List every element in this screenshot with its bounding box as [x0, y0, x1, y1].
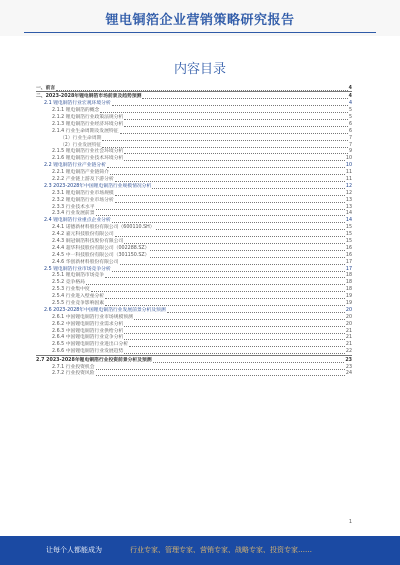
toc-entry[interactable]: [36, 182, 352, 189]
toc-entry-page: 18: [345, 287, 352, 293]
page-footer: [0, 536, 400, 565]
toc-entry[interactable]: [36, 168, 352, 175]
toc-entry[interactable]: [36, 306, 352, 313]
toc-entry-title: 2.7 2023-2028年锂电铜箔行业投资前景分析及预测: [36, 357, 152, 363]
toc-entry-page: 5: [348, 108, 352, 114]
toc-entry-title: 2.4.1 诺德新材料股份有限公司（600110.SH）: [52, 225, 155, 231]
toc-entry-title: 2.1.5 锂电铜箔行业社会环境分析: [52, 149, 124, 155]
toc-entry-title: 2.4.4 超华科技股份有限公司（002288.SZ）: [52, 245, 150, 251]
toc-entry-title: 2.1 锂电铜箔行业宏观环境分析: [44, 101, 111, 107]
toc-entry-page: 20: [345, 307, 352, 313]
toc-entry-page: 14: [345, 218, 352, 224]
toc-entry[interactable]: [36, 161, 352, 168]
toc-entry-page: 13: [345, 204, 352, 210]
toc-entry-page: 12: [345, 183, 352, 189]
toc-entry-title: 2.3.1 锂电铜箔行业市场规模: [52, 190, 114, 196]
toc-entry[interactable]: [36, 265, 352, 272]
toc-entry-title: 二、2023-2028年锂电铜箔市场前景及趋势预测: [36, 94, 142, 100]
toc-entry[interactable]: [36, 355, 352, 363]
toc-entry-title: 2.3.2 锂电铜箔行业市场分析: [52, 197, 114, 203]
toc-entry-page: 13: [345, 197, 352, 203]
toc-entry[interactable]: [36, 91, 352, 99]
page-header: [0, 0, 400, 36]
toc-entry-page: 14: [345, 211, 352, 217]
toc-entry[interactable]: [36, 127, 352, 134]
toc-entry-title: 2.5.3 行业集中度: [52, 287, 90, 293]
toc-entry-page: 17: [345, 266, 352, 272]
toc-entry-page: 11: [345, 176, 352, 182]
toc-leader-dots: [56, 86, 347, 91]
toc-entry-title: 2.3.3 行业技术水平: [52, 204, 95, 210]
toc-entry-title: 2.4.2 嘉元科技股份有限公司: [52, 232, 114, 238]
toc-entry[interactable]: [36, 258, 352, 265]
toc-entry-page: 7: [348, 135, 352, 141]
toc-entry[interactable]: [36, 106, 352, 113]
toc-entry[interactable]: [36, 141, 352, 148]
toc-entry-page: 12: [345, 190, 352, 196]
toc-leader-dots: [124, 350, 345, 355]
toc-entry-page: 18: [345, 273, 352, 279]
toc-entry-page: 11: [345, 170, 352, 176]
toc-entry-page: 6: [348, 128, 352, 134]
toc-entry[interactable]: [36, 363, 352, 370]
toc-entry-page: 24: [345, 371, 352, 377]
toc-entry-title: 2.5.4 行业进入壁垒分析: [52, 294, 105, 300]
toc-entry-page: 23: [345, 364, 352, 370]
toc-leader-dots: [96, 372, 345, 377]
toc-entry-title: 2.7.2 行业投资风险: [52, 371, 95, 377]
toc-entry-page: 19: [345, 301, 352, 306]
toc-entry-title: 2.1.1 锂电铜箔的概念: [52, 108, 100, 114]
toc-entry-title: 2.4.3 铜冠铜箔科技股份有限公司: [52, 238, 124, 244]
toc-entry-page: 10: [345, 163, 352, 169]
toc-entry-title: 2.4.5 中一科技股份有限公司（301150.SZ）: [52, 252, 150, 258]
toc-entry-title: 2.6.4 中国锂电铜箔行业竞争分析: [52, 335, 124, 341]
toc-entry[interactable]: [36, 244, 352, 251]
toc-entry[interactable]: [36, 175, 352, 182]
toc-entry-title: 2.5.2 竞争格局: [52, 280, 85, 286]
toc-entry-page: 23: [345, 357, 352, 363]
toc-entry-title: 2.6 2023-2028年中国锂电铜箔行业发展前景分析及预测: [44, 307, 166, 313]
toc-entry[interactable]: [36, 134, 352, 141]
toc-entry-page: 22: [345, 349, 352, 355]
toc-entry[interactable]: [36, 196, 352, 203]
toc-entry[interactable]: [36, 320, 352, 327]
toc-entry[interactable]: [36, 313, 352, 320]
toc-heading: 内容目录: [173, 62, 226, 77]
toc-entry-title: 2.4 锂电铜箔行业重点企业分析: [44, 218, 111, 224]
toc-entry[interactable]: [36, 84, 352, 91]
toc-entry-page: 9: [348, 149, 352, 155]
toc-entry-title: （1）行业生命周期: [60, 135, 102, 141]
toc-entry[interactable]: [36, 223, 352, 230]
toc-entry-title: 2.5 锂电铜箔行业市场竞争分析: [44, 266, 111, 272]
toc-entry[interactable]: [36, 292, 352, 299]
toc-entry-title: 2.1.3 锂电铜箔行业经济环境分析: [52, 121, 124, 127]
toc-entry[interactable]: [36, 278, 352, 285]
toc-entry[interactable]: [36, 203, 352, 210]
toc-entry-page: 15: [345, 225, 352, 231]
toc-entry-page: 4: [348, 85, 352, 91]
toc-entry[interactable]: [36, 210, 352, 217]
toc-entry-title: 2.6.1 中国锂电铜箔行业市场规模预测: [52, 314, 133, 320]
page-number: 1: [348, 519, 352, 525]
toc-entry[interactable]: [36, 299, 352, 306]
toc-entry-page: 21: [345, 335, 352, 341]
toc-entry-page: 18: [345, 280, 352, 286]
toc-entry[interactable]: [36, 251, 352, 258]
toc-entry-page: 16: [345, 245, 352, 251]
toc-entry[interactable]: [36, 189, 352, 196]
toc-entry-title: 2.6.6 中国锂电铜箔行业发展趋势: [52, 349, 124, 355]
toc-entry-title: 2.3.4 行业发展前景: [52, 211, 95, 217]
toc-entry-title: 2.2.2 产业链上游及下游分析: [52, 176, 114, 182]
toc-entry-title: 2.5.1 锂电铜箔市场竞争: [52, 273, 105, 279]
header-divider: [24, 32, 376, 33]
toc-entry[interactable]: [36, 113, 352, 120]
toc-entry-page: 21: [345, 342, 352, 348]
toc-entry-page: 10: [345, 156, 352, 162]
toc-entry[interactable]: [36, 148, 352, 155]
toc-entry-title: 一、前言: [36, 85, 56, 91]
toc-entry-title: 2.1.4 行业生命周期及发展特征: [52, 128, 119, 134]
toc-entry-page: 20: [345, 321, 352, 327]
toc-entry-page: 6: [348, 121, 352, 127]
toc-entry-page: 5: [348, 114, 352, 120]
toc-entry-page: 4: [348, 94, 352, 100]
toc-entry-title: 2.3 2023-2028年中国锂电铜箔行业规模情况分析: [44, 183, 152, 189]
toc-entry[interactable]: [36, 327, 352, 334]
toc-entry-page: 20: [345, 314, 352, 320]
toc-entry[interactable]: [36, 272, 352, 279]
toc-entry-title: 2.6.5 中国锂电铜箔行业进出口分析: [52, 342, 129, 348]
report-title: 锂电铜箔企业营销策略研究报告: [105, 13, 295, 28]
toc-entry[interactable]: [36, 120, 352, 127]
toc-entry-title: 2.2.1 锂电铜箔产业链简介: [52, 170, 109, 176]
toc-entry[interactable]: [36, 99, 352, 106]
toc-entry[interactable]: [36, 237, 352, 244]
toc-entry[interactable]: [36, 370, 352, 377]
toc-entry-page: 17: [345, 259, 352, 265]
footer-tagline: 行业专家、管理专家、营销专家、战略专家、投资专家……: [130, 546, 312, 554]
toc-entry-title: 2.2 锂电铜箔行业产业链分析: [44, 163, 106, 169]
toc-entry-title: 2.6.2 中国锂电铜箔行业需求分析: [52, 321, 124, 327]
toc-entry[interactable]: [36, 285, 352, 292]
toc-entry-page: 21: [345, 328, 352, 334]
toc-entry-title: 2.5.5 行业竞争影响因素: [52, 301, 105, 306]
toc-entry-page: 15: [345, 232, 352, 238]
table-of-contents: [36, 84, 352, 376]
toc-entry[interactable]: [36, 334, 352, 341]
toc-entry-title: 2.1.2 锂电铜箔行业政策法规分析: [52, 114, 124, 120]
toc-entry-title: 2.4.6 华创新材料股份有限公司: [52, 259, 119, 265]
footer-slogan: 让每个人都能成为: [46, 546, 102, 554]
toc-entry-title: 2.7.1 行业投资机会: [52, 364, 95, 370]
toc-entry-title: 2.1.6 锂电铜箔行业技术环境分析: [52, 156, 124, 162]
toc-entry[interactable]: [36, 230, 352, 237]
toc-entry-page: 19: [345, 294, 352, 300]
toc-entry[interactable]: [36, 216, 352, 223]
toc-entry-page: 16: [345, 252, 352, 258]
toc-entry-page: 15: [345, 238, 352, 244]
toc-entry[interactable]: [36, 154, 352, 161]
toc-entry-page: 4: [348, 101, 352, 107]
toc-entry[interactable]: [36, 347, 352, 354]
toc-entry-title: （2）行业发展特征: [60, 142, 102, 148]
toc-entry-page: 7: [348, 142, 352, 148]
toc-entry-title: 2.6.3 中国锂电铜箔行业供给分析: [52, 328, 124, 334]
toc-entry[interactable]: [36, 340, 352, 347]
